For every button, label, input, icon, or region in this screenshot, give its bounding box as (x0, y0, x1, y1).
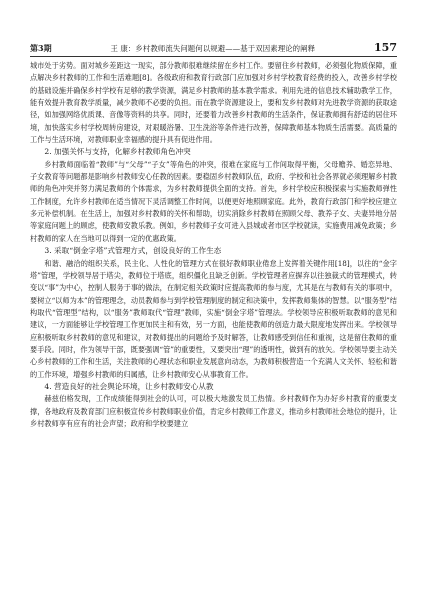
paragraph-3: 和谐、融洽的组织关系，民主化、人性化的管理方式在很好教师职业倦怠上发挥着关键作用[18]，以往的“金字塔”管理，学校领导居于塔尖，教师位于塔底，组织僵化且缺乏创新。学校管理者应摒弃以往独裁式的管理模式，转变以“事”为中心，控制人服务于事的做法，在制定相关政策时应提高教师的参与度，尤其是在与教师有关的事项中，要树立“以师为本”的管理理念，动员教师参与到学校管理制度的制定和决策中，发挥教师集体的智慧。以“服务型”结构取代“管理型”结构，以“服务”教师取代“管理”教师，实施“倒金字塔”管理法。学校领导应积极听取教师的意见和建议，一方面能够让学校管理工作更加民主和有效，另一方面，也能使教师的创造力最大限度地发挥出来。学校领导应积极听取乡村教师的意见和建议，对教师提出的问题给予及时解答，让教师感受到信任和重视，这是留住教师的重要手段。同时，作为领导干部，既要强调“管”的重要性，又要突出“理”的透明性，做到有的放矢。学校领导要主动关心乡村教师的工作和生活，关注教师的心理状态和职业发展意向动态，为教师积极营造一个充满人文关怀、轻松和谐的工作环境，增强乡村教师的归属感，让乡村教师安心从事教育工作。 (30, 258, 397, 379)
paragraph-4: 赫兹伯格发现，工作成绩能得到社会的认可，可以极大地激发员工热情。乡村教师作为办好乡村教育的重要支撑，各地政府及教育部门应积极宣传乡村教师职业价值，肯定乡村教师工作意义，推动乡村教师社会地位的提升，让乡村教师享有应有的社会声望；政府和学校要建立 (30, 394, 397, 428)
section-heading-2: 2. 加强关怀与支持，化解乡村教师角色冲突 (44, 147, 191, 157)
section-heading-4: 4. 营造良好的社会舆论环境，让乡村教师安心从教 (44, 381, 214, 391)
paragraph-2: 乡村教师面临着“教师”与“父母”“子女”等角色的冲突，很难在家庭与工作间取得平衡，父母赡养、婚恋异地、子女教育等问题都是影响乡村教师安心任教的因素。要稳固乡村教师队伍，政府、学校和社会各界就必须理解乡村教师的角色冲突并努力满足教师的个体需求，为乡村教师提供全面的支持。首先，乡村学校应积极探索与实施教师弹性工作制度，允许乡村教师在适当情况下灵活调整工作时间，以便更好地照顾家庭。此外，教育行政部门和学校应建立多元补偿机制。在生活上，加强对乡村教师的关怀和帮助，切实消除乡村教师在照顾父母、教养子女、夫妻异地分居等家庭问题上的顾虑，使教师安教乐教。例如，乡村教师子女可进入县城或者市区学校就读，实施费用减免政策；乡村教师的家人在当地可以得到一定的优惠政策。 (30, 159, 397, 243)
paragraph-1: 城市处于劣势。面对城乡差距这一现实，部分教师很难继续留在乡村工作。要留住乡村教师，必须强化物质保障，重点解决乡村教师的工作和生活难题[8]。各级政府和教育行政部门应加强对乡村学校教育经费的投入，改善乡村学校的基础设施并确保乡村学校有足够的教学资源，满足乡村教师的基本教学需求。利用先进的信息技术辅助教学工作，能有效提升教育教学质量，减少教师不必要的负担。而在教学资源建设上，要和发乡村教师对先进教学资源的获取途径，如加强网络优质课、音像等资料的共享。同时，还要着力改善乡村教师的生活条件，保证教师拥有舒适的居住环境，加快落实乡村学校周转房建设，对艰暖浴暑、卫生洗浴等条件进行改善，保障教师基本物质生活需要。高质量的工作与生活环境，对教师职业幸福感的提升具有促进作用。 (30, 61, 397, 145)
running-title: 王 康：乡村教师流失问题何以规避——基于双因素理论的阐释 (110, 44, 316, 53)
issue-number: 第3期 (30, 43, 52, 53)
body-text (30, 60, 397, 430)
section-heading-3: 3. 采取“倒金字塔”式管理方式，创设良好的工作生态 (44, 246, 222, 256)
page-number: 157 (374, 41, 397, 54)
running-header (30, 38, 397, 57)
